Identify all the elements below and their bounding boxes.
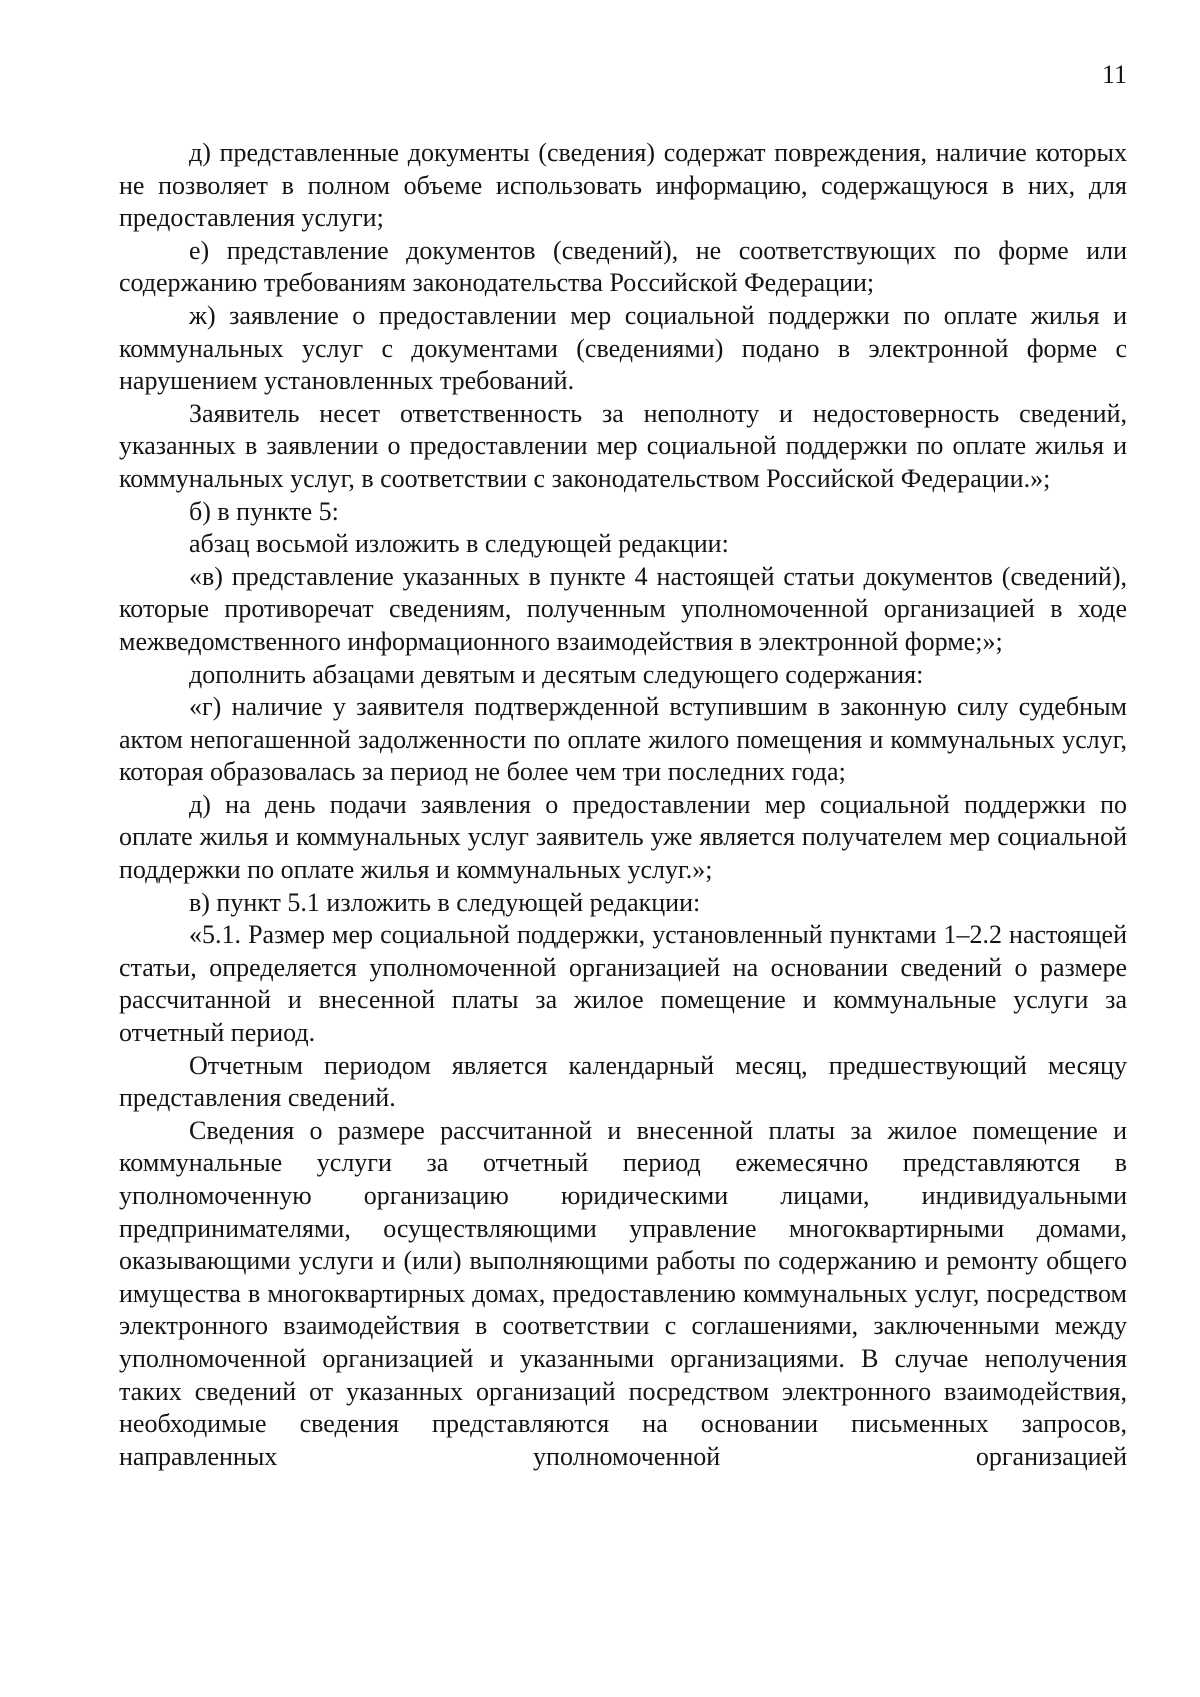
paragraph-5-1-support-amount: «5.1. Размер мер социальной поддержки, установленный пунктами 1–2.2 настоящей статьи, определяется уполномоченной организацией на основании сведений о размере рассчитанной и внесенной платы за жилое помещение и коммунальные услуги за отчетный период. [119, 920, 1127, 1048]
paragraph-zh-electronic-violation: ж) заявление о предоставлении мер социальной поддержки по оплате жилья и коммунальных услуг с документами (сведениями) подано в электронной форме с нарушением установленных требований. [119, 300, 1127, 396]
paragraph-information-submission: Сведения о размере рассчитанной и внесенной платы за жилое помещение и коммунальные услуги за отчетный период ежемесячно представляются в уполномоченную организацию юридическими лицами, индивидуальными предпринимателями, осуществляющими управление многоквартирными домами, оказывающими услуги и (или) выполняющими работы по содержанию и ремонту общего имущества в многоквартирных домах, предоставлению коммунальных услуг, посредством электронного взаимодействия в соответствии с соглашениями, заключенными между уполномоченной организацией и указанными организациями. В случае неполучения таких сведений от указанных организаций посредством электронного взаимодействия, необходимые сведения представляются на основании письменных запросов, направленных уполномоченной организацией [119, 1115, 1127, 1471]
paragraph-d-damaged-documents: д) представленные документы (сведения) содержат повреждения, наличие которых не позволяет в полном объеме использовать информацию, содержащуюся в них, для предоставления услуги; [119, 138, 1127, 233]
page-number: 11 [1101, 60, 1127, 89]
document-body [119, 137, 1127, 1473]
paragraph-eighth-clause-wording: абзац восьмой изложить в следующей редакции: [189, 529, 729, 559]
paragraph-g-debt: «г) наличие у заявителя подтвержденной вступившим в законную силу судебным актом непогашенной задолженности по оплате жилого помещения и коммунальных услуг, которая образовалась за период не более чем три последних года; [119, 692, 1127, 787]
paragraph-applicant-responsibility: Заявитель несет ответственность за неполноту и недостоверность сведений, указанных в заявлении о предоставлении мер социальной поддержки по оплате жилья и коммунальных услуг, в соответствии с законодательством Российской Федерации.»; [119, 398, 1127, 493]
paragraph-reporting-period: Отчетным периодом является календарный месяц, предшествующий месяцу представления сведений. [119, 1050, 1127, 1113]
paragraph-d-already-recipient: д) на день подачи заявления о предоставлении мер социальной поддержки по оплате жилья и коммунальных услуг заявитель уже является получателем мер социальной поддержки по оплате жилья и коммунальных услуг.»; [119, 789, 1127, 885]
paragraph-b-point-5: б) в пункте 5: [189, 496, 339, 526]
paragraph-e-nonconforming-documents: е) представление документов (сведений), не соответствующих по форме или содержанию требованиям законодательства Российской Федерации; [119, 235, 1127, 298]
paragraph-v-point-5-1: в) пункт 5.1 изложить в следующей редакции: [189, 887, 701, 917]
paragraph-add-ninth-tenth: дополнить абзацами девятым и десятым следующего содержания: [189, 659, 924, 689]
paragraph-v-contradicting-documents: «в) представление указанных в пункте 4 настоящей статьи документов (сведений), которые противоречат сведениям, полученным уполномоченной организацией в ходе межведомственного информационного взаимодействия в электронной форме;»; [119, 561, 1127, 656]
